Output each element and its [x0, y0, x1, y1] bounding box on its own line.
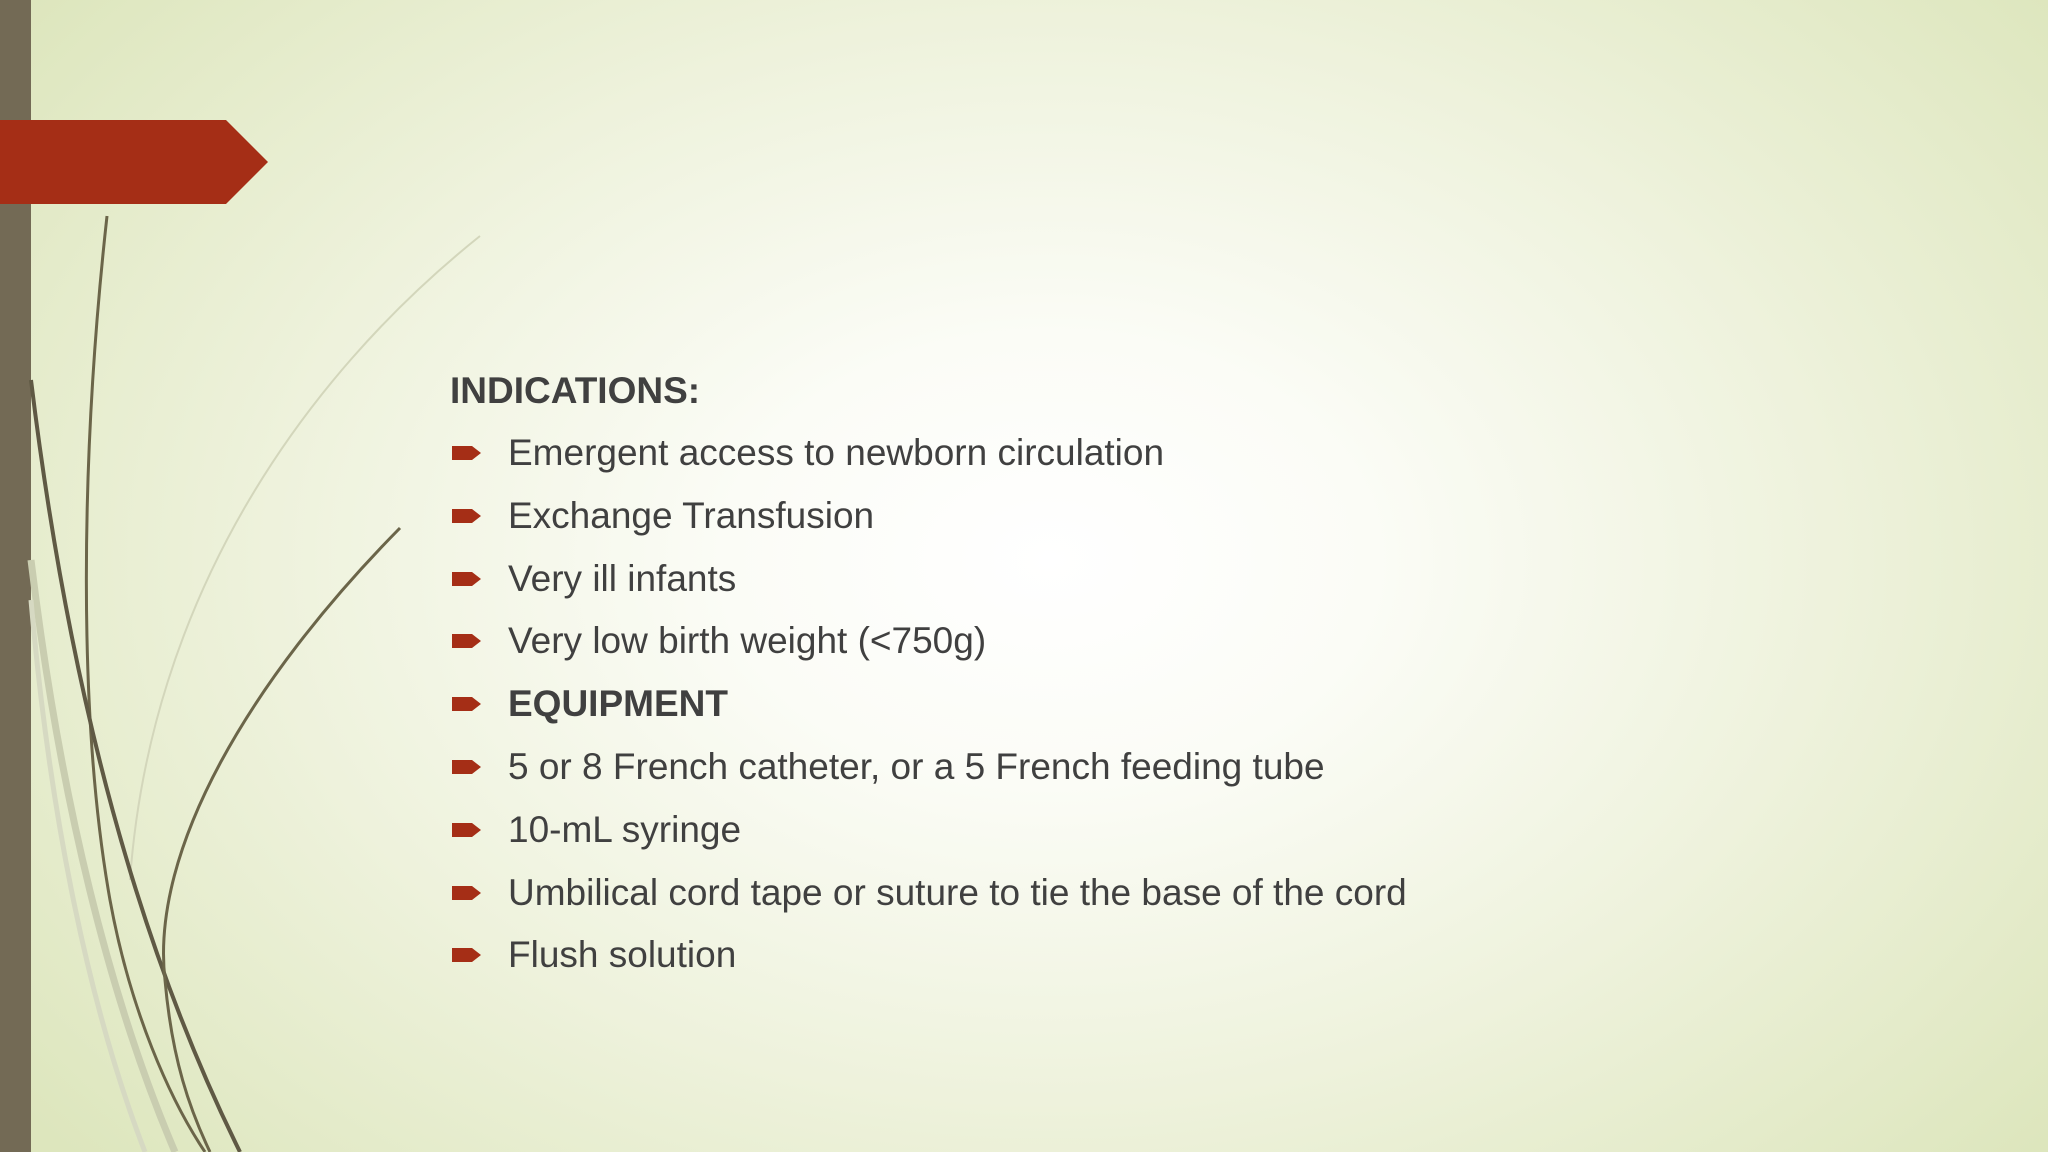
decor-curve-light-1	[130, 236, 480, 880]
list-item	[450, 548, 1900, 611]
list-item-text: Emergent access to newborn circulation	[508, 432, 1165, 473]
list-item	[450, 799, 1900, 862]
list-item-text: Flush solution	[508, 934, 737, 976]
list-item	[450, 736, 1900, 799]
list-item	[450, 924, 1900, 987]
list-item-text: Umbilical cord tape or suture to tie the base of the cord	[508, 871, 1407, 913]
list-item-text: 10-mL syringe	[508, 808, 742, 850]
indications-heading: INDICATIONS:	[450, 370, 701, 411]
arrow-bullet-icon	[452, 758, 482, 776]
list-item	[450, 485, 1900, 548]
list-item-text: 5 or 8 French catheter, or a 5 French feeding tube	[508, 745, 1325, 787]
list-item-text: Very ill infants	[508, 557, 737, 599]
decor-curve-dark-1	[86, 216, 205, 1152]
slide-content	[450, 360, 1900, 987]
list-item-text: Very low birth weight (<750g)	[508, 620, 987, 662]
arrow-bullet-icon	[452, 695, 482, 713]
list-item-text: Exchange Transfusion	[508, 494, 875, 536]
list-item	[450, 673, 1900, 736]
arrow-bullet-icon	[452, 946, 482, 964]
list-item	[450, 610, 1900, 673]
arrow-bullet-icon	[452, 821, 482, 839]
arrow-bullet-icon	[452, 507, 482, 525]
list-item-text: EQUIPMENT	[508, 683, 728, 725]
title-arrow-banner	[0, 120, 268, 204]
arrow-bullet-icon	[452, 570, 482, 588]
arrow-bullet-icon	[452, 884, 482, 902]
arrow-bullet-icon	[452, 632, 482, 650]
arrow-bullet-icon	[452, 444, 482, 462]
list-item	[450, 862, 1900, 925]
bullet-list	[450, 422, 1900, 987]
list-item	[450, 422, 1900, 485]
